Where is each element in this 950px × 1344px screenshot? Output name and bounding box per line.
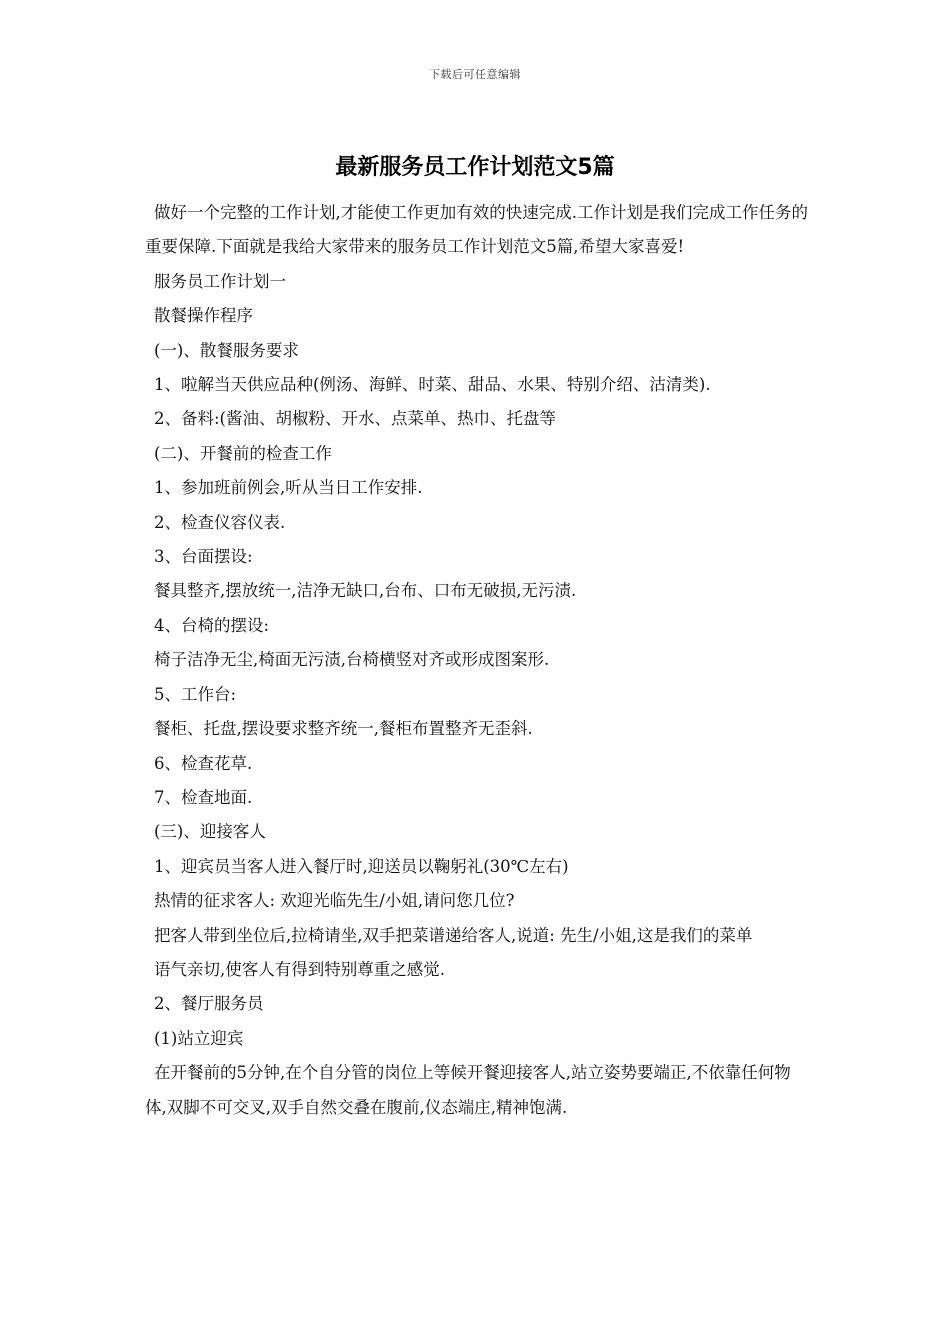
list-detail: 餐柜、托盘,摆设要求整齐统一,餐柜布置整齐无歪斜. [154, 719, 533, 739]
list-detail: 热情的征求客人: 欢迎光临先生/小姐,请问您几位? [154, 891, 515, 911]
list-heading: (三)、迎接客人 [154, 822, 266, 842]
list-item: 1、参加班前例会,听从当日工作安排. [154, 478, 423, 498]
list-item: 2、备料:(酱油、胡椒粉、开水、点菜单、热巾、托盘等 [154, 409, 556, 429]
list-item: 2、检查仪容仪表. [154, 512, 286, 532]
list-detail: 把客人带到坐位后,拉椅请坐,双手把菜谱递给客人,说道: 先生/小姐,这是我们的菜单 [154, 925, 753, 945]
list-item: 4、台椅的摆设: [154, 615, 270, 635]
list-item: 2、餐厅服务员 [154, 994, 264, 1014]
intro-paragraph: 做好一个完整的工作计划,才能使工作更加有效的快速完成.工作计划是我们完成工作任务的重要保障.下面就是我给大家带来的服务员工作计划范文5篇,希望大家喜爱! [145, 203, 808, 257]
section-heading: 服务员工作计划一 [154, 271, 286, 291]
list-heading: (二)、开餐前的检查工作 [154, 443, 332, 463]
list-detail: 椅子洁净无尘,椅面无污渍,台椅横竖对齐或形成图案形. [154, 650, 550, 670]
list-item: 5、工作台: [154, 684, 237, 704]
header-note: 下载后可任意编辑 [429, 68, 521, 81]
list-item: 6、检查花草. [154, 753, 253, 773]
list-item: 1、啦解当天供应品种(例汤、海鲜、时菜、甜品、水果、特别介绍、沽清类). [154, 375, 711, 395]
subsection-heading: 散餐操作程序 [154, 306, 253, 326]
list-item: 1、迎宾员当客人进入餐厅时,迎送员以鞠躬礼(30℃左右) [154, 856, 569, 876]
document-body [145, 196, 810, 1125]
list-detail: 餐具整齐,摆放统一,洁净无缺口,台布、口布无破损,无污渍. [154, 581, 577, 601]
document-title: 最新服务员工作计划范文5篇 [335, 155, 615, 180]
list-item: 7、检查地面. [154, 787, 253, 807]
list-item: 3、台面摆设: [154, 547, 253, 567]
list-heading: (一)、散餐服务要求 [154, 340, 299, 360]
list-item: (1)站立迎宾 [154, 1028, 244, 1048]
list-detail: 在开餐前的5分钟,在个自分管的岗位上等候开餐迎接客人,站立姿势要端正,不依靠任何物体,双脚不可交叉,双手自然交叠在腹前,仪态端庄,精神饱满. [145, 1063, 791, 1117]
list-detail: 语气亲切,使客人有得到特别尊重之感觉. [154, 959, 445, 979]
